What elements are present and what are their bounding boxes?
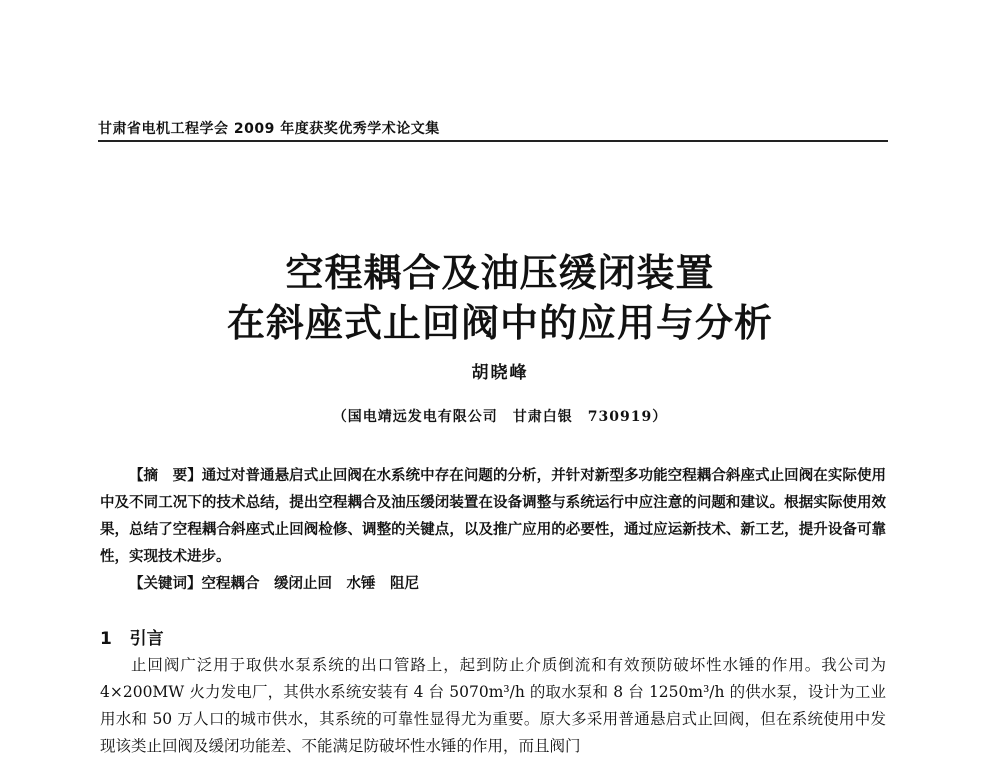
title-line-1: 空程耦合及油压缓闭装置: [285, 250, 715, 295]
title-line-2: 在斜座式止回阀中的应用与分析: [226, 300, 773, 345]
keywords-text: 空程耦合 缓闭止回 水锤 阻尼: [201, 575, 419, 592]
abstract-text: 通过对普通悬启式止回阀在水系统中存在问题的分析，并针对新型多功能空程耦合斜座式止回阀在实际使用中及不同工况下的技术总结，提出空程耦合及油压缓闭装置在设备调整与系统运行中应注意的问题和建议。根据实际使用效果，总结了空程耦合斜座式止回阀检修、调整的关键点，以及推广应用的必要性，通过应运新技术、新工艺，提升设备可靠性，实现技术进步。: [100, 467, 886, 565]
author-name: 胡晓峰: [471, 363, 529, 383]
running-header: 甘肃省电机工程学会 2009 年度获奖优秀学术论文集: [98, 121, 440, 137]
section-number: 1: [100, 629, 112, 649]
section-heading: [100, 624, 164, 649]
header-rule: [98, 140, 888, 142]
author-affiliation: （国电靖远发电有限公司 甘肃白银 730919）: [332, 409, 668, 425]
abstract-block: [100, 462, 886, 597]
abstract-paragraph: [100, 462, 886, 570]
keywords-label: 【关键词】: [129, 575, 202, 592]
abstract-label: 【摘 要】: [129, 467, 202, 484]
section-title: 引言: [129, 629, 164, 649]
keywords-line: [100, 570, 886, 597]
intro-paragraph: 止回阀广泛用于取供水泵系统的出口管路上，起到防止介质倒流和有效预防破坏性水锤的作用。我公司为 4×200MW 火力发电厂，其供水系统安装有 4 台 5070m³/h 的取水泵和 8 台 1250m³/h 的供水泵，设计为工业用水和 50 万人口的城市供水，其系统的可靠性显得尤为重要。原大多采用普通悬启式止回阀，但在系统使用中发现该类止回阀及缓闭功能差、不能满足防破坏性水锤的作用，而且阀门: [100, 656, 886, 755]
